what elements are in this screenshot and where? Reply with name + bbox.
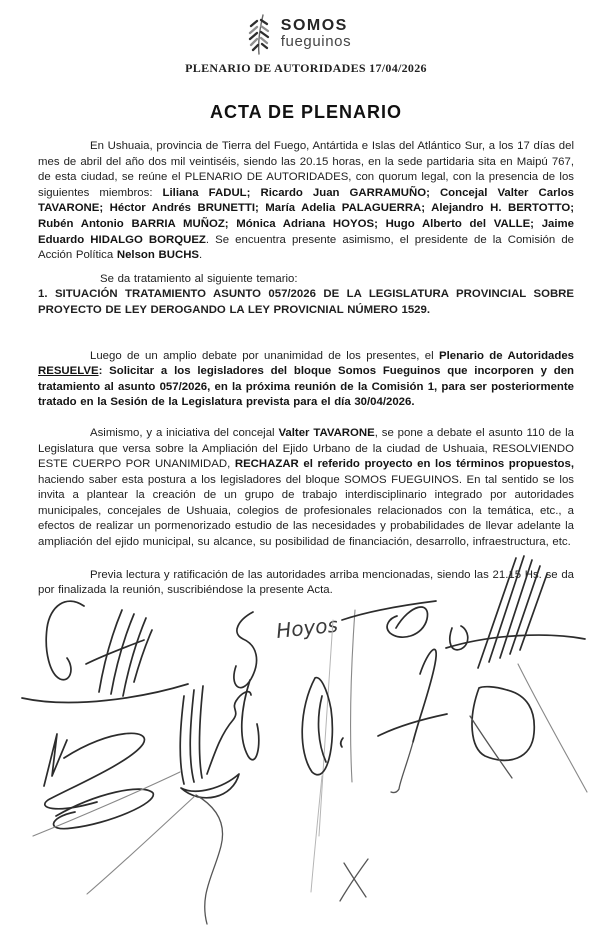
leaf-icon <box>245 12 273 56</box>
signature-4 <box>446 556 587 792</box>
letterhead <box>0 0 612 76</box>
signature-6 <box>33 733 180 836</box>
councilman-name: Valter TAVARONE <box>278 426 375 439</box>
rechazar-clause: RECHAZAR el referido proyecto en los términos propuestos, <box>234 458 574 471</box>
signature-7 <box>87 795 223 924</box>
temario-item-1: 1. SITUACIÓN TRATAMIENTO ASUNTO 057/2026 DE LA LEGISLATURA PROVINCIAL SOBRE PROYECTO DE LEY DEROGANDO LA LEY PROVICNIAL NÚMERO 1529. <box>38 288 574 316</box>
paragraph-apertura <box>38 139 574 264</box>
paragraph-asimismo <box>38 426 574 551</box>
paragraph-resolucion <box>38 349 574 411</box>
signatures-area <box>0 576 612 936</box>
signature-8 <box>302 620 343 892</box>
signature-hoyos-text: Hoyos <box>275 612 339 643</box>
temario-intro: Se da tratamiento al siguiente temario: <box>100 272 298 285</box>
brand-name: SOMOS <box>280 17 348 34</box>
text-run: Asimismo, y a iniciativa del concejal <box>90 426 279 439</box>
text-run: , se pone a debate el asunto 110 de la Legislatura que versa sobre la Ampliación del Ejido Urbano de la ciudad de Ushuaia, RESOLVIENDO ESTE CUERPO POR UNANIMIDAD, <box>38 426 574 471</box>
members-list: Liliana FADUL; Ricardo Juan GARRAMUÑO; Concejal Valter Carlos TAVARONE; Héctor Andrés BRUNETTI; María Adelia PALAGUERRA; Alejandro H. BERTOTTO; Rubén Antonio BARRIA MUÑOZ; Mónica Adriana HOYOS; Hugo Alberto del VALLE; Jaime Eduardo HIDALGO BORQUEZ <box>38 186 574 246</box>
resuelve-keyword: RESUELVE <box>38 365 99 378</box>
paragraph-cierre: Previa lectura y ratificación de las autoridades arriba mencionadas, siendo las 21.15 Hs. se da por finalizada la reunión, suscribiéndose la presente Acta. <box>38 568 574 597</box>
text-run: Luego de un amplio debate por unanimidad de los presentes, el <box>90 349 439 362</box>
brand-text <box>281 12 351 49</box>
document-body <box>0 123 612 599</box>
text-run: haciendo saber esta postura a los legisladores del bloque SOMOS FUEGUINOS. En tal sentido se los invita a plantear la creación de un grupo de trabajo interdisciplinario integrado por autoridades municipales, concejales de Ushuaia, colegios de profesionales relacionados con la temática, etc., a efectos de realizar un pormenorizado estudio de las necesidades y probabilidades de llevar adelante la ampliación del ejido municipal, su alcance, su posibilidad de financiación, desarrollo, infraestructura, etc. <box>38 473 574 549</box>
meeting-header-line: PLENARIO DE AUTORIDADES 17/04/2026 <box>185 61 427 75</box>
signature-3 <box>342 601 447 793</box>
text-run: . Se encuentra presente asimismo, el presidente de la Comisión de Acción Política <box>38 233 574 262</box>
signature-1 <box>22 601 188 702</box>
president-name: Nelson BUCHS <box>116 249 200 262</box>
text-run: . <box>199 249 203 262</box>
signature-9 <box>340 859 368 901</box>
text-run: En Ushuaia, provincia de Tierra del Fuego, Antártida e Islas del Atlántico Sur, a los 17 días del mes de abril del año dos mil veintiséis, siendo las 20.15 horas, en la sede partidaria sita en Maipú 767, de esta ciudad, se reúne el PLENARIO DE AUTORIDADES, con quorum legal, con la presencia de los siguientes miembros: <box>38 140 574 199</box>
brand-subname: fueguinos <box>280 33 352 50</box>
text-run-bold: Plenario de Autoridades <box>439 349 574 362</box>
party-logo <box>0 12 604 56</box>
handwritten-signatures <box>0 576 612 936</box>
text-run-bold: : Solicitar a los legisladores del bloque Somos Fueguinos que incorporen y den tratamiento al asunto 057/2026, en la próxima reunión de la Comisión 1, para ser posteriormente tratado en la Sesión de la Legislatura prevista para el día 30/04/2026. <box>38 365 574 409</box>
signature-5 <box>180 686 251 798</box>
document-title: ACTA DE PLENARIO <box>209 102 402 122</box>
